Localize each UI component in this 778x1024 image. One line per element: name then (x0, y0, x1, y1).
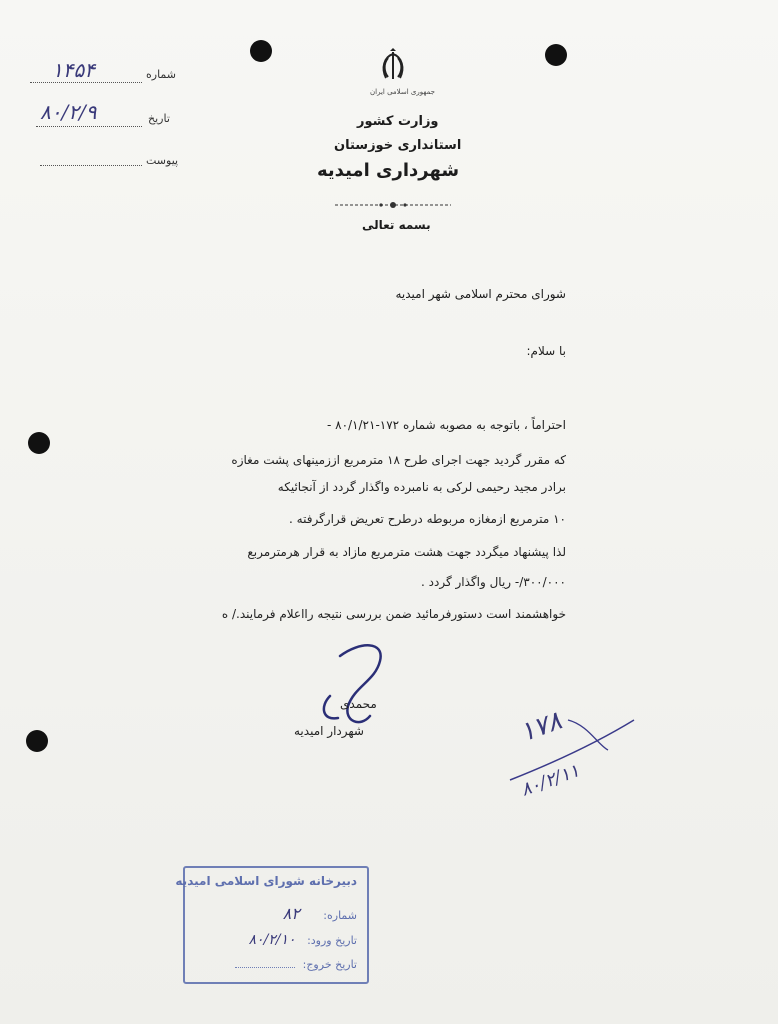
punch-hole (28, 432, 50, 454)
stamp-entry-row (249, 932, 357, 948)
letter-line-6: ۳۰۰/۰۰۰/- ریال واگذار گردد . (421, 575, 566, 589)
stamp-exit-dots (235, 967, 295, 968)
letter-line-3: برادر مجید رحیمی لرکی به نامبرده واگذار گردد از آنجائیکه (277, 480, 566, 494)
handwritten-signature (300, 636, 420, 736)
date-label: تاریخ (148, 112, 170, 125)
stamp-exit-label: تاریخ خروج: (302, 958, 357, 971)
margin-note-number: ۱۷۸ (516, 705, 566, 749)
iran-emblem-icon (373, 48, 413, 92)
stamp-number-row (283, 904, 357, 923)
attachment-label: پیوست (146, 154, 179, 167)
ministry-heading: وزارت کشور (357, 114, 439, 129)
number-label: شماره (146, 68, 177, 81)
punch-hole (250, 40, 272, 62)
ornament-divider (333, 200, 453, 210)
margin-note-date: ۸۰/۲/۱۱ (518, 760, 583, 801)
stamp-number-label: شماره: (323, 909, 357, 922)
letter-line-7: خواهشمند است دستورفرمائید ضمن بررسی نتیجه رااعلام فرمایند./ ه (221, 607, 566, 621)
date-value: ۸۰/۲/۹ (40, 100, 97, 124)
number-line (30, 82, 142, 83)
governorate-heading: استانداری خوزستان (334, 138, 462, 153)
stamp-entry-label: تاریخ ورود: (307, 934, 357, 947)
signer-name: محمدی (340, 697, 377, 711)
stamp-title: دبیرخانه شورای اسلامی امیدیه (175, 874, 357, 888)
date-line (36, 126, 142, 127)
addressee: شورای محترم اسلامی شهر امیدیه (395, 287, 566, 301)
emblem-caption: جمهوری اسلامی ایران (370, 88, 435, 96)
stamp-entry-value: ۸۰/۲/۱۰ (248, 932, 296, 948)
attachment-line (40, 165, 142, 166)
signer-title: شهردار امیدیه (294, 724, 364, 738)
letter-line-2: که مقرر گردید جهت اجرای طرح ۱۸ مترمربع اززمینهای پشت مغازه (231, 453, 566, 467)
bismillah-heading: بسمه تعالی (362, 218, 431, 232)
punch-hole (545, 44, 567, 66)
letter-line-1: احتراماً ، باتوجه به مصوبه شماره ۱۷۲-۸۰/۱/۲۱ - (326, 418, 566, 432)
greeting: با سلام: (526, 344, 566, 358)
stamp-exit-row (235, 958, 357, 971)
registry-stamp (175, 866, 369, 984)
punch-hole (26, 730, 48, 752)
number-value: ۱۴۵۴ (52, 58, 95, 82)
letter-line-5: لذا پیشنهاد میگردد جهت هشت مترمربع مازاد به قرار هرمترمربع (247, 545, 566, 559)
municipality-heading: شهرداری امیدیه (317, 160, 460, 181)
stamp-number-value: ۸۲ (282, 904, 300, 923)
letter-line-4: ۱۰ مترمربع ازمغازه مربوطه درطرح تعریض قرارگرفته . (289, 512, 566, 526)
